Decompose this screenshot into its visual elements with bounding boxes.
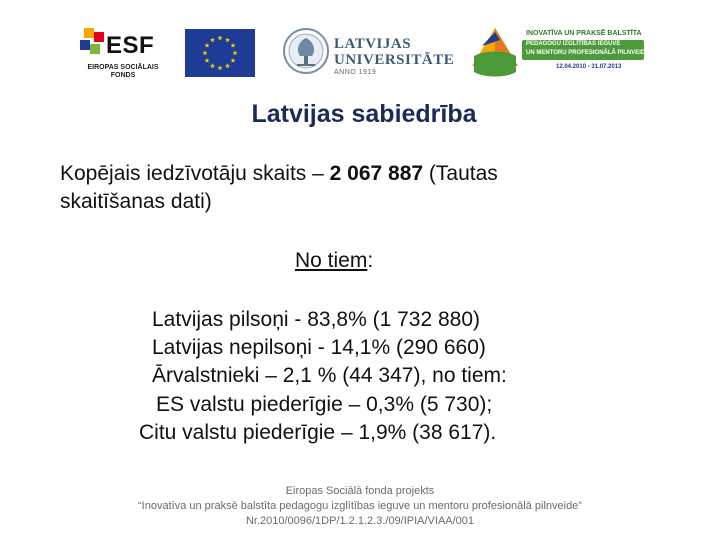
esf-mark-icon — [78, 28, 106, 56]
list-item: Ārvalstnieki – 2,1 % (44 347), no tiem: — [152, 364, 507, 387]
population-total-value: 2 067 887 — [329, 162, 424, 185]
eu-star-icon — [210, 63, 215, 68]
university-name-line1: LATVIJAS — [334, 36, 412, 52]
project-title-line2: PEDAGOGU IZGLĪTĪBAS IEGUVE — [526, 41, 621, 47]
eu-star-icon — [231, 43, 236, 48]
logo-bar — [0, 0, 720, 100]
eu-star-icon — [205, 43, 210, 48]
slide-title: Latvijas sabiedrība — [251, 100, 477, 128]
esf-wordmark: ESF — [106, 32, 155, 59]
of-them-heading: No tiem: — [295, 249, 374, 272]
university-logo — [282, 26, 457, 82]
university-name-line2: UNIVERSITĀTE — [334, 52, 455, 68]
population-total: Kopējais iedzīvotāju skaits – 2 067 887 (Tautas skaitīšanas dati) — [60, 162, 498, 213]
list-item: Citu valstu piederīgie – 1,9% (38 617). — [139, 421, 497, 444]
eu-flag — [185, 29, 255, 77]
eu-star-icon — [218, 35, 223, 40]
eu-star-icon — [233, 50, 238, 55]
eu-star-icon — [205, 58, 210, 63]
eu-star-icon — [225, 37, 230, 42]
project-mark-icon — [470, 26, 520, 78]
project-title-line1: INOVATĪVA UN PRAKSĒ BALSTĪTA — [526, 30, 642, 37]
footer-line2: “Inovatīva un praksē balstīta pedagogu izglītības ieguve un mentoru profesionālā pilnveide” — [138, 500, 582, 512]
project-title-line3: UN MENTORU PROFESIONĀLĀ PILNVEIDE — [526, 50, 650, 56]
eu-star-icon — [231, 58, 236, 63]
esf-subtitle: EIROPAS SOCIĀLAIS FONDS — [87, 64, 159, 79]
eu-star-icon — [218, 65, 223, 70]
university-seal-icon — [282, 26, 330, 76]
list-item: Latvijas nepilsoņi - 14,1% (290 660) — [152, 336, 486, 359]
project-logo — [470, 26, 650, 88]
university-founded: ANNO 1919 — [334, 69, 377, 76]
footer-line3: Nr.2010/0096/1DP/1.2.1.2.3./09/IPIA/VIAA/001 — [245, 515, 475, 527]
eu-star-icon — [203, 50, 208, 55]
list-item: ES valstu piederīgie – 0,3% (5 730); — [156, 393, 493, 416]
footer — [0, 484, 720, 529]
project-dates: 12.04.2010 - 31.07.2013 — [556, 64, 622, 70]
esf-logo — [78, 28, 164, 84]
eu-star-icon — [210, 37, 215, 42]
eu-stars-icon — [185, 29, 255, 77]
list-item: Latvijas pilsoņi - 83,8% (1 732 880) — [152, 308, 481, 331]
footer-line1: Eiropas Sociālā fonda projekts — [285, 485, 435, 497]
eu-star-icon — [225, 63, 230, 68]
